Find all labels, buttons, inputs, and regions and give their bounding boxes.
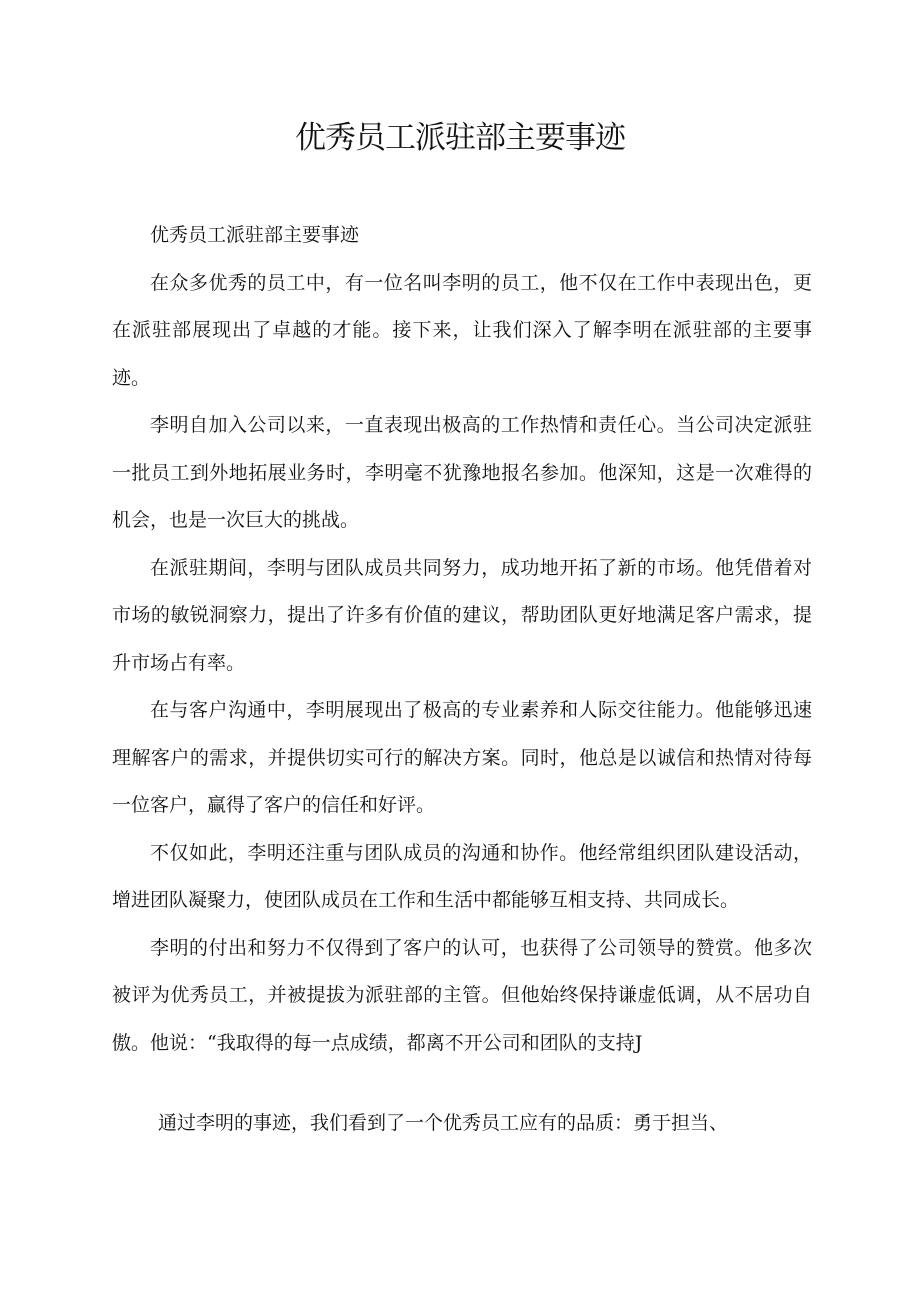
paragraph-intro: 在众多优秀的员工中，有一位名叫李明的员工，他不仅在工作中表现出色，更在派驻部展现出了卓越的才能。接下来，让我们深入了解李明在派驻部的主要事迹。 (112, 271, 812, 389)
paragraph-conclusion: 通过李明的事迹，我们看到了一个优秀员工应有的品质：勇于担当、 (158, 1112, 729, 1134)
paragraph-joining: 李明自加入公司以来，一直表现出极高的工作热情和责任心。当公司决定派驻一批员工到外地拓展业务时，李明毫不犹豫地报名参加。他深知，这是一次难得的机会，也是一次巨大的挑战。 (112, 414, 812, 531)
document-subtitle: 优秀员工派驻部主要事迹 (150, 224, 360, 246)
document-title: 优秀员工派驻部主要事迹 (295, 120, 625, 156)
paragraph-recognition: 李明的付出和努力不仅得到了客户的认可，也获得了公司领导的赞赏。他多次被评为优秀员工，并被提拔为派驻部的主管。但他始终保持谦虚低调，从不居功自傲。他说：“我取得的每一点成绩，都离不开公司和团队的支持J (112, 936, 812, 1054)
paragraph-market: 在派驻期间，李明与团队成员共同努力，成功地开拓了新的市场。他凭借着对市场的敏锐洞察力，提出了许多有价值的建议，帮助团队更好地满足客户需求，提升市场占有率。 (112, 556, 812, 674)
paragraph-customers: 在与客户沟通中，李明展现出了极高的专业素养和人际交往能力。他能够迅速理解客户的需求，并提供切实可行的解决方案。同时，他总是以诚信和热情对待每一位客户，赢得了客户的信任和好评。 (112, 699, 812, 816)
paragraph-teamwork: 不仅如此，李明还注重与团队成员的沟通和协作。他经常组织团队建设活动，增进团队凝聚力，使团队成员在工作和生活中都能够互相支持、共同成长。 (112, 841, 812, 911)
document-body (112, 212, 812, 1067)
